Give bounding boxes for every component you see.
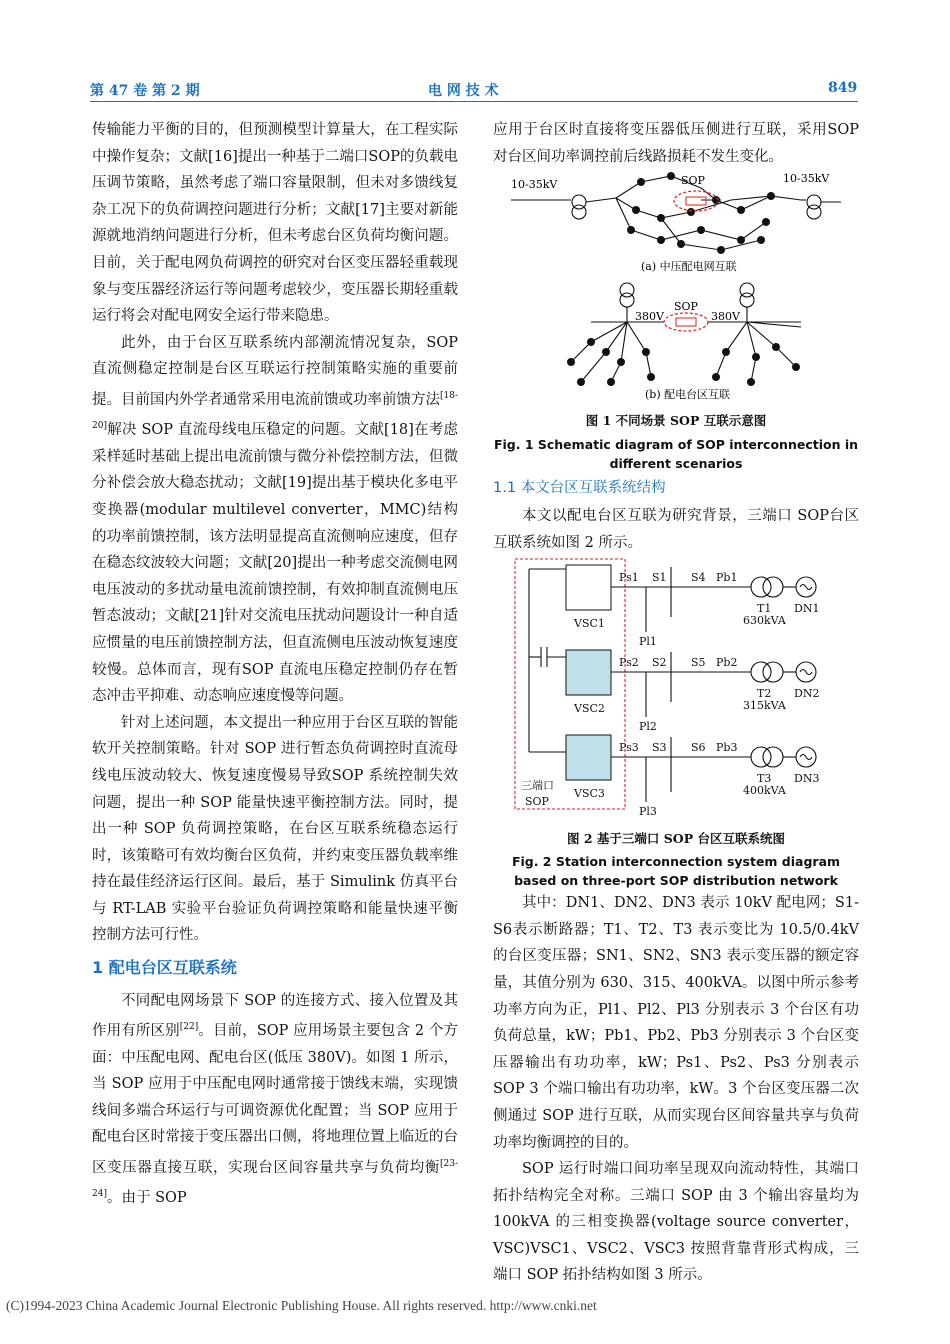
header-page: 849	[828, 80, 858, 96]
fig2-dn2: DN2	[794, 686, 820, 700]
fig2-vsc-blocks	[566, 565, 611, 780]
fig2-s3: S3	[652, 740, 667, 754]
fig1a-voltage-right: 10-35kV	[783, 172, 830, 186]
fig2-vsc2: VSC2	[574, 701, 605, 715]
copyright-footer: (C)1994-2023 China Academic Journal Electronic Publishing House. All rights reserved. http://www.cnki.net	[6, 1298, 597, 1313]
fig2-caption-cn: 图 2 基于三端口 SOP 台区互联系统图	[567, 830, 785, 846]
fig2-kva2: 315kVA	[743, 698, 786, 712]
section-1-heading: 1 配电台区互联系统	[92, 958, 237, 978]
fig1-caption-en: Fig. 1 Schematic diagram of SOP interconnection in different scenarios	[493, 436, 859, 471]
fig2-s4: S4	[691, 570, 706, 584]
header-rule	[90, 101, 858, 102]
fig1b-voltage-left: 380V	[635, 310, 664, 324]
fig2-caption-en: Fig. 2 Station interconnection system diagram based on three-port SOP distribution network	[511, 854, 841, 889]
left-column	[92, 117, 458, 1212]
fig1b-nodes	[567, 338, 800, 386]
fig2-pb2: Pb2	[716, 655, 738, 669]
fig1b-caption: (b) 配电台区互联	[645, 388, 731, 402]
right-column	[493, 117, 859, 1289]
para-5: 应用于台区时直接将变压器低压侧进行互联，采用SOP 对台区间功率调控前后线路损耗不发生变化。	[493, 122, 859, 165]
subsection-1-1-heading: 1.1 本文台区互联系统结构	[493, 479, 666, 496]
fig2-s5: S5	[691, 655, 706, 669]
fig2-box-label-2: SOP	[525, 794, 549, 808]
fig1-caption-cn: 图 1 不同场景 SOP 互联示意图	[585, 413, 767, 429]
fig1b-sop-ellipse	[664, 313, 708, 331]
figure-2	[511, 557, 841, 822]
fig1b-voltage-right: 380V	[711, 310, 740, 324]
fig2-kva1: 630kVA	[743, 613, 786, 627]
fig2-ps2: Ps2	[619, 655, 639, 669]
fig2-t3: T3	[757, 771, 772, 785]
fig2-vsc1: VSC1	[574, 616, 605, 630]
fig1a-sop-block	[686, 197, 706, 205]
fig2-pb3: Pb3	[716, 740, 738, 754]
para-6: 本文以配电台区互联为研究背景，三端口 SOP台区互联系统如图 2 所示。	[493, 508, 859, 551]
fig2-dn1: DN1	[794, 601, 820, 615]
fig1b-sop-label: SOP	[674, 300, 698, 314]
para-3: 针对上述问题，本文提出一种应用于台区互联的智能软开关控制策略。针对 SOP 进行暂态负荷调控时直流母线电压波动较大、恢复速度慢易导致SOP 系统控制失效问题，提出一种 SOP 能量快速平衡控制方法。同时，提出一种 SOP 负荷调控策略，在台区互联系统稳态运行时，该策略可有效均衡台区负荷，并约束变压器负载率维持在最佳经济运行区间。最后，基于 Simulink 仿真平台与 RT-LAB 实验平台验证负荷调控策略和能量快速平衡控制方法可行性。	[92, 714, 458, 944]
fig2-t1: T1	[757, 601, 772, 615]
para-8: SOP 运行时端口间功率呈现双向流动特性，其端口拓扑结构完全对称。三端口 SOP 由 3 个输出容量均为 100kVA 的三相变换器(voltage source converter，VSC)VSC1、VSC2、VSC3 按照背靠背形式构成，三端口 SOP 拓扑结构如图 3 所示。	[493, 1161, 859, 1284]
para-1: 传输能力平衡的目的，但预测模型计算量大，在工程实际中操作复杂；文献[16]提出一种基于二端口SOP的负载电压调节策略，虽然考虑了端口容量限制，但未对多馈线复杂工况下的负荷调控问题进行分析；文献[17]主要对新能源就地消纳问题进行分析，但未考虑台区负荷均衡问题。目前，关于配电网负荷调控的研究对台区变压器轻重载现象与变压器经济运行等问题考虑较少，变压器长期轻重载运行将会对配电网安全运行带来隐患。	[92, 122, 458, 325]
fig2-kva3: 400kVA	[743, 783, 786, 797]
fig2-s6: S6	[691, 740, 706, 754]
fig2-ps3: Ps3	[619, 740, 639, 754]
para-4: 不同配电网场景下 SOP 的连接方式、接入位置及其作用有所区别[22]。目前，SOP 应用场景主要包含 2 个方面：中压配电网、配电台区(低压 380V)。如图 1 所示，当 SOP 应用于中压配电网时通常接于馈线末端，实现馈线间多端合环运行与可调资源优化配置；当 SOP 应用于配电台区时常接于变压器出口侧，将地理位置上临近的台区变压器直接互联，实现台区间容量共享与负荷均衡[23-24]。由于 SOP	[92, 992, 458, 1207]
figure-1	[511, 170, 841, 402]
fig1a-sop-label: SOP	[681, 174, 705, 188]
fig2-pl1: Pl1	[639, 634, 657, 648]
fig2-pb1: Pb1	[716, 570, 738, 584]
fig1a-voltage-left: 10-35kV	[511, 178, 558, 192]
fig2-s2: S2	[652, 655, 667, 669]
fig2-ps1: Ps1	[619, 570, 639, 584]
para-2: 此外，由于台区互联系统内部潮流情况复杂，SOP 直流侧稳定控制是台区互联运行控制策略实施的重要前提。目前国内外学者通常采用电流前馈或功率前馈方法[18-20]解决 SOP 直流母线电压稳定的问题。文献[18]在考虑采样延时基础上提出电流前馈与微分补偿控制方法，但微分补偿会放大稳态扰动；文献[19]提出基于模块化多电平变换器(modular multilevel converter，MMC)结构的功率前馈控制，该方法明显提高直流侧响应速度，但存在稳态纹波较大问题；文献[20]提出一种考虑交流侧电网电压波动的多扰动量电流前馈控制，有效抑制直流侧电压暂态波动；文献[21]针对交流电压扰动问题设计一种自适应惯量的电压前馈控制方法，但直流侧电压波动恢复速度较慢。总体而言，现有SOP 直流电压稳定控制仍存在暂态冲击平抑难、动态响应速度慢等问题。	[92, 334, 459, 705]
fig2-box-label-1: 三端口	[521, 778, 554, 792]
fig2-pl3: Pl3	[639, 804, 657, 818]
header-journal: 电 网 技 术	[428, 83, 499, 99]
fig2-s1: S1	[652, 570, 667, 584]
fig1a-sop-ellipse	[674, 191, 718, 211]
fig2-pl2: Pl2	[639, 719, 657, 733]
fig2-vsc3: VSC3	[574, 786, 605, 800]
fig2-t2: T2	[757, 686, 772, 700]
para-7: 其中：DN1、DN2、DN3 表示 10kV 配电网；S1-S6表示断路器；T1、T2、T3 表示变比为 10.5/0.4kV 的台区变压器；SN1、SN2、SN3 表示变压器的额定容量，其值分别为 630、315、400kVA。以图中所示参考功率方向为正，Pl1、Pl2、Pl3 分别表示 3 个台区有功负荷总量，kW；Pb1、Pb2、Pb3 分别表示 3 个台区变压器输出有功功率，kW；Ps1、Ps2、Ps3 分别表示 SOP 3 个端口输出有功功率，kW。3 个台区变压器二次侧通过 SOP 进行互联，从而实现台区间容量共享与负荷功率均衡调控的目的。	[493, 895, 859, 1151]
fig2-dn3: DN3	[794, 771, 820, 785]
fig1a-caption: (a) 中压配电网互联	[641, 260, 737, 274]
header-issue: 第 47 卷 第 2 期	[90, 83, 200, 99]
